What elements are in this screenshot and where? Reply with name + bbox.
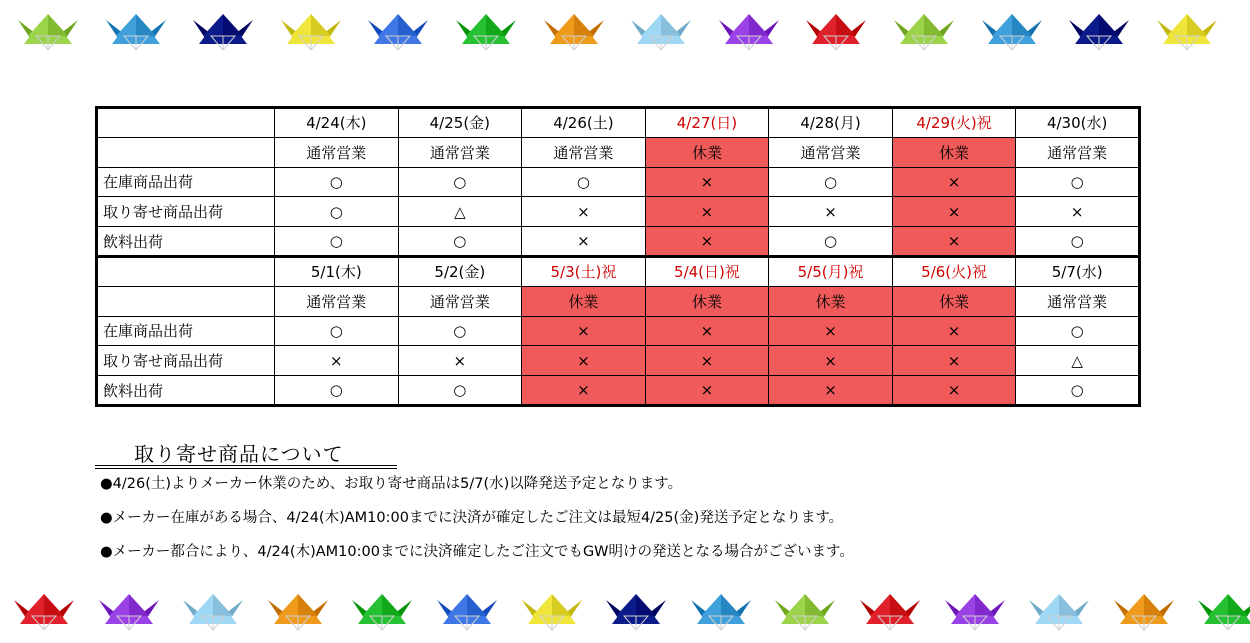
- business-status-cell: 通常営業: [398, 286, 522, 316]
- business-status-cell: 休業: [892, 137, 1016, 167]
- availability-mark: △: [1016, 346, 1140, 376]
- shipping-row: [97, 167, 1140, 197]
- availability-mark: ×: [892, 376, 1016, 406]
- kabuto-helmet-icon: [191, 10, 255, 54]
- date-row: [97, 108, 1140, 138]
- date-cell: 5/7(水): [1016, 256, 1140, 286]
- availability-mark: ○: [398, 167, 522, 197]
- shipping-row-label: 在庫商品出荷: [97, 167, 275, 197]
- availability-mark: ×: [769, 316, 893, 346]
- availability-mark: ○: [769, 167, 893, 197]
- shipping-row: [97, 227, 1140, 257]
- availability-mark: ×: [522, 316, 646, 346]
- decoration-row-bottom: [0, 590, 1250, 640]
- availability-mark: ○: [769, 227, 893, 257]
- availability-mark: ×: [1016, 197, 1140, 227]
- availability-mark: ×: [892, 227, 1016, 257]
- business-status-cell: 通常営業: [522, 137, 646, 167]
- availability-mark: ×: [892, 346, 1016, 376]
- availability-mark: ×: [522, 346, 646, 376]
- business-status-row: [97, 137, 1140, 167]
- kabuto-helmet-icon: [12, 590, 76, 634]
- kabuto-helmet-icon: [1067, 10, 1131, 54]
- kabuto-helmet-icon: [435, 590, 499, 634]
- date-cell: 4/24(木): [275, 108, 399, 138]
- kabuto-helmet-icon: [181, 590, 245, 634]
- kabuto-helmet-icon: [1112, 590, 1176, 634]
- availability-mark: ○: [1016, 227, 1140, 257]
- kabuto-helmet-icon: [266, 590, 330, 634]
- notice-title-underline: [95, 465, 397, 469]
- kabuto-helmet-icon: [454, 10, 518, 54]
- empty-header-cell: [97, 137, 275, 167]
- availability-mark: ×: [645, 376, 769, 406]
- availability-mark: ○: [275, 167, 399, 197]
- availability-mark: ×: [522, 197, 646, 227]
- shipping-row: [97, 197, 1140, 227]
- decoration-row-top: [0, 10, 1250, 60]
- date-row: [97, 256, 1140, 286]
- business-status-cell: 休業: [769, 286, 893, 316]
- date-cell: 4/26(土): [522, 108, 646, 138]
- kabuto-helmet-icon: [366, 10, 430, 54]
- availability-mark: ○: [1016, 316, 1140, 346]
- date-cell: 5/5(月)祝: [769, 256, 893, 286]
- shipping-row-label: 取り寄せ商品出荷: [97, 197, 275, 227]
- business-status-cell: 通常営業: [769, 137, 893, 167]
- shipping-row-label: 飲料出荷: [97, 376, 275, 406]
- availability-mark: ○: [275, 376, 399, 406]
- kabuto-helmet-icon: [97, 590, 161, 634]
- availability-mark: ×: [892, 316, 1016, 346]
- kabuto-helmet-icon: [542, 10, 606, 54]
- business-status-cell: 休業: [645, 137, 769, 167]
- shipping-row: [97, 346, 1140, 376]
- availability-mark: ×: [645, 316, 769, 346]
- kabuto-helmet-icon: [689, 590, 753, 634]
- availability-mark: ×: [769, 376, 893, 406]
- availability-mark: ×: [645, 346, 769, 376]
- business-status-cell: 休業: [892, 286, 1016, 316]
- business-status-cell: 通常営業: [1016, 286, 1140, 316]
- date-cell: 5/4(日)祝: [645, 256, 769, 286]
- date-cell: 5/2(金): [398, 256, 522, 286]
- date-cell: 4/27(日): [645, 108, 769, 138]
- availability-mark: ○: [398, 376, 522, 406]
- shipping-row-label: 在庫商品出荷: [97, 316, 275, 346]
- empty-header-cell: [97, 256, 275, 286]
- business-status-row: [97, 286, 1140, 316]
- notice-list: [100, 474, 854, 576]
- date-cell: 5/1(木): [275, 256, 399, 286]
- business-status-cell: 休業: [645, 286, 769, 316]
- date-cell: 4/25(金): [398, 108, 522, 138]
- kabuto-helmet-icon: [104, 10, 168, 54]
- kabuto-helmet-icon: [804, 10, 868, 54]
- availability-mark: ×: [275, 346, 399, 376]
- kabuto-helmet-icon: [350, 590, 414, 634]
- business-status-cell: 休業: [522, 286, 646, 316]
- date-cell: 4/30(水): [1016, 108, 1140, 138]
- availability-mark: ×: [892, 167, 1016, 197]
- business-status-cell: 通常営業: [398, 137, 522, 167]
- availability-mark: ×: [645, 197, 769, 227]
- kabuto-helmet-icon: [629, 10, 693, 54]
- kabuto-helmet-icon: [279, 10, 343, 54]
- shipping-schedule-table: [95, 106, 1141, 407]
- date-cell: 4/29(火)祝: [892, 108, 1016, 138]
- availability-mark: ×: [892, 197, 1016, 227]
- date-cell: 5/6(火)祝: [892, 256, 1016, 286]
- availability-mark: ×: [769, 197, 893, 227]
- business-status-cell: 通常営業: [275, 286, 399, 316]
- availability-mark: ○: [398, 227, 522, 257]
- kabuto-helmet-icon: [16, 10, 80, 54]
- business-status-cell: 通常営業: [275, 137, 399, 167]
- kabuto-helmet-icon: [717, 10, 781, 54]
- kabuto-helmet-icon: [943, 590, 1007, 634]
- notice-item: ●4/26(土)よりメーカー休業のため、お取り寄せ商品は5/7(水)以降発送予定となります。: [100, 476, 683, 492]
- availability-mark: ×: [769, 346, 893, 376]
- availability-mark: ×: [398, 346, 522, 376]
- kabuto-helmet-icon: [520, 590, 584, 634]
- availability-mark: ×: [522, 227, 646, 257]
- shipping-row: [97, 316, 1140, 346]
- kabuto-helmet-icon: [892, 10, 956, 54]
- availability-mark: ○: [522, 167, 646, 197]
- availability-mark: ○: [1016, 376, 1140, 406]
- shipping-row: [97, 376, 1140, 406]
- availability-mark: ○: [275, 316, 399, 346]
- kabuto-helmet-icon: [773, 590, 837, 634]
- kabuto-helmet-icon: [1027, 590, 1091, 634]
- availability-mark: ○: [275, 197, 399, 227]
- availability-mark: △: [398, 197, 522, 227]
- availability-mark: ×: [645, 167, 769, 197]
- kabuto-helmet-icon: [858, 590, 922, 634]
- availability-mark: ○: [1016, 167, 1140, 197]
- empty-header-cell: [97, 286, 275, 316]
- notice-item: ●メーカー在庫がある場合、4/24(木)AM10:00までに決済が確定したご注文は最短4/25(金)発送予定となります。: [100, 510, 844, 526]
- kabuto-helmet-icon: [1196, 590, 1250, 634]
- notice-item: ●メーカー都合により、4/24(木)AM10:00までに決済確定したご注文でもGW明けの発送となる場合がございます。: [100, 544, 854, 560]
- empty-header-cell: [97, 108, 275, 138]
- kabuto-helmet-icon: [1155, 10, 1219, 54]
- kabuto-helmet-icon: [980, 10, 1044, 54]
- notice-title: 取り寄せ商品について: [134, 442, 344, 466]
- date-cell: 4/28(月): [769, 108, 893, 138]
- availability-mark: ×: [522, 376, 646, 406]
- availability-mark: ×: [645, 227, 769, 257]
- availability-mark: ○: [275, 227, 399, 257]
- shipping-row-label: 取り寄せ商品出荷: [97, 346, 275, 376]
- kabuto-helmet-icon: [604, 590, 668, 634]
- shipping-row-label: 飲料出荷: [97, 227, 275, 257]
- date-cell: 5/3(土)祝: [522, 256, 646, 286]
- business-status-cell: 通常営業: [1016, 137, 1140, 167]
- availability-mark: ○: [398, 316, 522, 346]
